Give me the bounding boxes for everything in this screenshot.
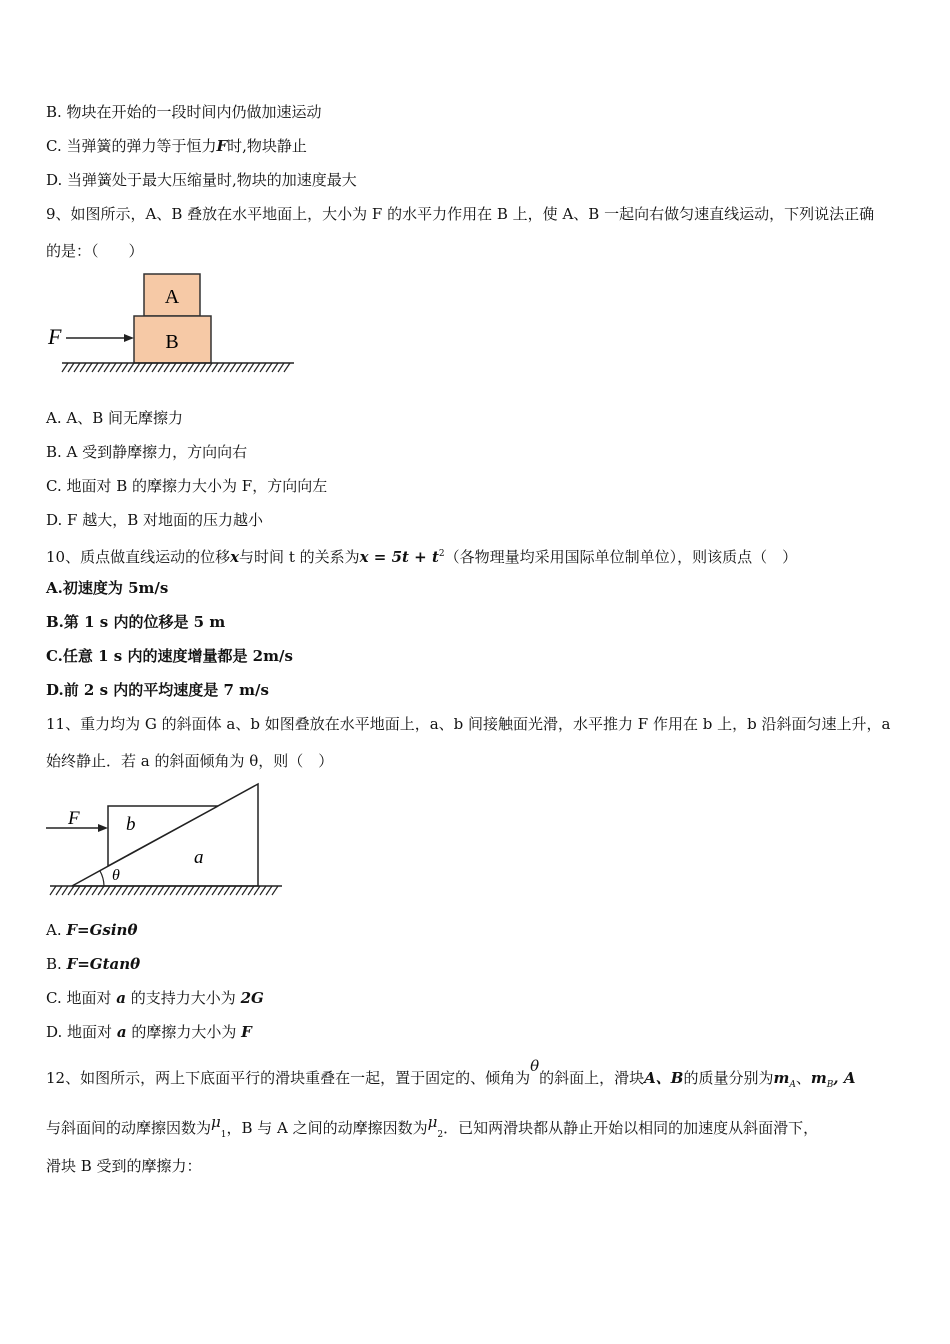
q10-formula-exponent: 2 [438,549,445,559]
q8-option-b: B. 物块在开始的一段时间内仍做加速运动 [46,103,322,121]
q12-stem2-end: ．已知两滑块都从静止开始以相同的加速度从斜面滑下， [443,1119,819,1137]
q11-option-c [46,988,264,1008]
hatch-stroke [116,363,122,372]
hatch-stroke [230,363,236,372]
q9-stem-line2: 的是：（ ） [46,242,144,260]
hatch-stroke [200,363,206,372]
q11-option-c-value: 2G [240,989,264,1007]
q10-option-b: B.第 1 s 内的位移是 5 m [46,613,226,631]
hatch-stroke [116,886,122,895]
label-a: a [194,847,204,868]
q12-mass-a-sub: A [789,1080,796,1090]
q9-option-c: C. 地面对 B 的摩擦力大小为 F，方向向左 [46,477,328,495]
hatch-stroke [188,363,194,372]
q11-option-d-text: D. 地面对 [46,1023,113,1041]
q11-option-d-value: F [241,1023,252,1041]
hatch-stroke [140,886,146,895]
q8-option-c-var: F [216,137,228,155]
hatch-stroke [176,886,182,895]
hatch-stroke [182,886,188,895]
hatch-stroke [110,886,116,895]
q11-figure [42,780,286,898]
q11-option-c-text: C. 地面对 [46,989,112,1007]
q10-option-a: A.初速度为 5m/s [46,579,169,597]
label-b: B [165,331,179,353]
hatch-stroke [158,363,164,372]
hatch-stroke [86,363,92,372]
q10-option-d: D.前 2 s 内的平均速度是 7 m/s [46,681,269,699]
hatch-stroke [284,363,290,372]
hatch-stroke [80,886,86,895]
hatch-stroke [68,363,74,372]
q11-option-b-letter: B. [46,955,62,973]
q11-stem-line1: 11、重力均为 G 的斜面体 a、b 如图叠放在水平地面上，a、b 间接触面光滑，水平推力 F 作用在 b 上，b 沿斜面匀速上升，a [46,715,891,733]
q10-formula: x = 5t + t [359,548,439,566]
q9-option-b: B. A 受到静摩擦力，方向向右 [46,443,248,461]
hatch-stroke [104,363,110,372]
hatch-stroke [164,886,170,895]
q9-stem-line1: 9、如图所示，A、B 叠放在水平地面上，大小为 F 的水平力作用在 B 上，使 A、B 一起向右做匀速直线运动，下列说法正确 [46,205,875,223]
q11-stem-line2: 始终静止．若 a 的斜面倾角为 θ，则（ ） [46,752,334,770]
q10-stem-text: 10、质点做直线运动的位移 [46,548,231,566]
label-theta: θ [112,867,120,884]
q12-stem-line2 [46,1113,819,1145]
hatch-stroke [56,886,62,895]
q12-stem2-text: 与斜面间的动摩擦因数为 [46,1119,212,1137]
q11-option-d [46,1022,252,1042]
hatch-stroke [206,363,212,372]
hatch-stroke [194,886,200,895]
hatch-stroke [158,886,164,895]
hatch-stroke [170,363,176,372]
hatch-stroke [68,886,74,895]
hatch-stroke [170,886,176,895]
q12-theta: θ [530,1057,540,1075]
hatch-stroke [86,886,92,895]
q12-mass-b-sub: B [826,1080,834,1090]
hatch-stroke [248,363,254,372]
q10-stem [46,544,797,567]
hatch-stroke [50,886,56,895]
q11-option-d-mid: 的摩擦力大小为 [131,1023,237,1041]
q12-stem2-mid: ，B 与 A 之间的动摩擦因数为 [226,1119,428,1137]
q11-option-a-formula: F=Gsinθ [66,921,138,939]
hatch-stroke [134,363,140,372]
q12-mu1: μ [211,1113,221,1131]
label-f: F [68,808,80,829]
hatch-stroke [212,886,218,895]
hatch-stroke [134,886,140,895]
q8-option-c-tail: 时,物块静止 [227,137,307,155]
hatch-stroke [254,363,260,372]
q11-option-c-mid: 的支持力大小为 [130,989,236,1007]
q12-mass-b: m [810,1069,827,1087]
q10-stem-mid: 与时间 t 的关系为 [239,548,360,566]
hatch-stroke [146,363,152,372]
q9-option-d: D. F 越大，B 对地面的压力越小 [46,511,263,529]
q11-option-c-var: a [116,989,126,1007]
hatch-stroke [236,886,242,895]
hatch-stroke [260,886,266,895]
hatch-stroke [254,886,260,895]
hatch-stroke [206,886,212,895]
q12-stem-line3: 滑块 B 受到的摩擦力： [46,1157,202,1175]
label-f: F [48,324,62,349]
q10-stem-tail: （各物理量均采用国际单位制单位），则该质点（ ） [444,548,798,566]
q11-option-a [46,920,137,940]
q12-stem-mid2: 的质量分别为 [683,1069,774,1087]
hatch-stroke [176,363,182,372]
hatch-stroke [242,886,248,895]
q12-stem-line1 [46,1057,856,1095]
q10-option-c: C.任意 1 s 内的速度增量都是 2m/s [46,647,293,665]
hatch-stroke [62,363,68,372]
q12-stem-mid: 的斜面上，滑块 [539,1069,645,1087]
hatch-stroke [224,363,230,372]
force-arrowhead [124,334,134,342]
q8-option-d: D. 当弹簧处于最大压缩量时,物块的加速度最大 [46,171,357,189]
hatch-stroke [146,886,152,895]
q11-option-b-formula: F=Gtanθ [66,955,141,973]
hatch-stroke [128,886,134,895]
hatch-stroke [266,886,272,895]
ground-hatching [50,886,278,895]
q12-sep: 、 [795,1069,811,1087]
hatch-stroke [62,886,68,895]
hatch-stroke [74,886,80,895]
hatch-stroke [80,363,86,372]
force-arrowhead [98,824,108,832]
q8-option-c-text: C. 当弹簧的弹力等于恒力 [46,137,217,155]
hatch-stroke [224,886,230,895]
hatch-stroke [122,886,128,895]
hatch-stroke [92,363,98,372]
ground-hatching [62,363,290,372]
hatch-stroke [92,886,98,895]
q10-stem-var: x [230,548,240,566]
hatch-stroke [194,363,200,372]
hatch-stroke [104,886,110,895]
hatch-stroke [128,363,134,372]
q12-mu2: μ [427,1113,438,1131]
hatch-stroke [140,363,146,372]
hatch-stroke [236,363,242,372]
q11-option-d-var: a [116,1023,127,1041]
q12-stem-text: 12、如图所示，两上下底面平行的滑块重叠在一起，置于固定的、倾角为 [46,1069,531,1087]
q12-mu2-sub: 2 [437,1130,444,1140]
hatch-stroke [188,886,194,895]
hatch-stroke [74,363,80,372]
q11-option-a-letter: A. [46,921,62,939]
hatch-stroke [98,363,104,372]
hatch-stroke [200,886,206,895]
q8-option-c [46,136,307,156]
hatch-stroke [98,886,104,895]
hatch-stroke [266,363,272,372]
q11-option-b [46,954,140,974]
hatch-stroke [230,886,236,895]
q9-option-a: A. A、B 间无摩擦力 [46,409,183,427]
hatch-stroke [122,363,128,372]
hatch-stroke [182,363,188,372]
hatch-stroke [242,363,248,372]
hatch-stroke [164,363,170,372]
q12-blocks: A、B [644,1069,684,1087]
hatch-stroke [152,363,158,372]
hatch-stroke [218,886,224,895]
hatch-stroke [152,886,158,895]
hatch-stroke [110,363,116,372]
hatch-stroke [272,363,278,372]
hatch-stroke [272,886,278,895]
q9-figure [44,270,300,380]
q12-mu1-sub: 1 [220,1130,227,1140]
label-a: A [164,286,180,308]
hatch-stroke [212,363,218,372]
hatch-stroke [248,886,254,895]
q12-mass-a: m [773,1069,790,1087]
hatch-stroke [278,363,284,372]
hatch-stroke [218,363,224,372]
q12-stem-end: , A [833,1069,856,1087]
hatch-stroke [260,363,266,372]
label-b: b [126,814,136,835]
